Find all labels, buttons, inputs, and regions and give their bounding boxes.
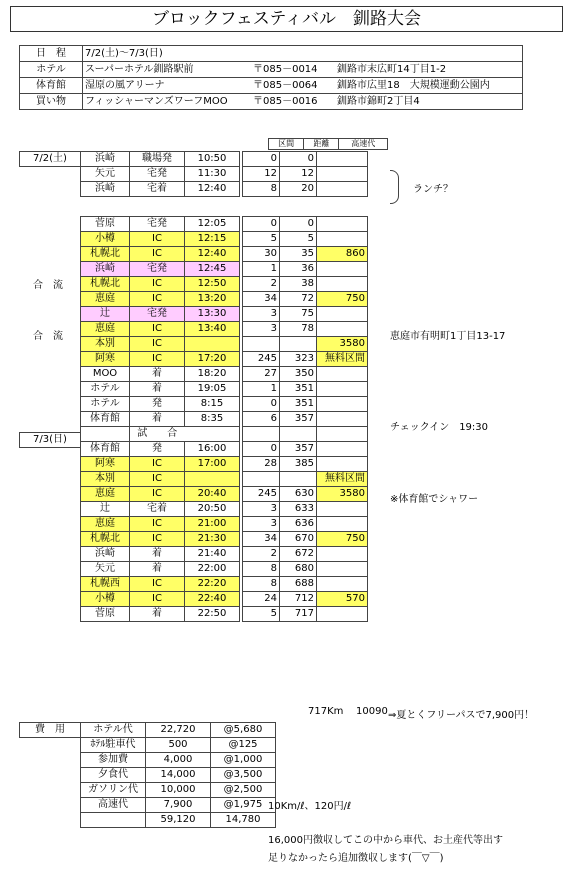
place-cell: 恵庭 xyxy=(81,517,130,532)
distance-cell: 717 xyxy=(280,607,317,622)
toll-cell xyxy=(317,152,368,167)
section-cell: 0 xyxy=(243,442,280,457)
toll-cell: 750 xyxy=(317,292,368,307)
section-cell: 245 xyxy=(243,352,280,367)
table-row xyxy=(81,442,368,457)
table-row xyxy=(81,322,368,337)
distance-cell: 385 xyxy=(280,457,317,472)
action-cell: IC xyxy=(130,517,185,532)
cost-amount: 4,000 xyxy=(146,753,211,768)
action-cell: IC xyxy=(130,532,185,547)
info-row xyxy=(20,94,523,110)
distance-cell: 357 xyxy=(280,412,317,427)
toll-cell xyxy=(317,517,368,532)
table-row xyxy=(81,517,368,532)
info-value-text: フィッシャーマンズワーフMOO xyxy=(85,96,228,107)
action-cell: 職場発 xyxy=(130,152,185,167)
cost-per-person: @1,975 xyxy=(211,798,276,813)
action-cell: 着 xyxy=(130,367,185,382)
toll-cell xyxy=(317,562,368,577)
table-row xyxy=(81,412,368,427)
place-cell: 札幌北 xyxy=(81,532,130,547)
toll-cell xyxy=(317,307,368,322)
time-cell: 17:20 xyxy=(185,352,240,367)
toll-cell xyxy=(317,277,368,292)
section-cell: 27 xyxy=(243,367,280,382)
info-value xyxy=(83,94,523,110)
toll-cell xyxy=(317,442,368,457)
table-row xyxy=(81,367,368,382)
info-value xyxy=(83,62,523,78)
time-cell: 12:05 xyxy=(185,217,240,232)
action-cell: 宅発 xyxy=(130,262,185,277)
action-cell: 発 xyxy=(130,442,185,457)
time-cell: 12:40 xyxy=(185,247,240,262)
distance-cell: 0 xyxy=(280,217,317,232)
action-cell: 宅着 xyxy=(130,182,185,197)
cost-amount: 10,000 xyxy=(146,783,211,798)
table-row xyxy=(81,502,368,517)
cost-amount: 14,000 xyxy=(146,768,211,783)
info-value xyxy=(83,78,523,94)
distance-cell: 36 xyxy=(280,262,317,277)
table-row xyxy=(81,182,368,197)
action-cell: IC xyxy=(130,277,185,292)
distance-cell: 12 xyxy=(280,167,317,182)
place-cell: 矢元 xyxy=(81,167,130,182)
table-row xyxy=(81,577,368,592)
cost-amount: 22,720 xyxy=(146,723,211,738)
distance-cell: 680 xyxy=(280,562,317,577)
cost-row xyxy=(81,738,276,753)
cost-row xyxy=(81,783,276,798)
time-cell: 21:00 xyxy=(185,517,240,532)
place-cell: 浜崎 xyxy=(81,262,130,277)
total-toll: 10090 xyxy=(356,706,388,717)
info-value xyxy=(83,46,523,62)
table-row xyxy=(81,292,368,307)
action-cell: IC xyxy=(130,292,185,307)
section-cell: 2 xyxy=(243,547,280,562)
section-cell: 0 xyxy=(243,397,280,412)
toll-cell xyxy=(317,217,368,232)
time-cell: 12:40 xyxy=(185,182,240,197)
action-cell: IC xyxy=(130,247,185,262)
column-header xyxy=(268,138,388,150)
place-cell: 本別 xyxy=(81,337,130,352)
place-cell: 本別 xyxy=(81,472,130,487)
fuel-note: 10Km/ℓ、120円/ℓ xyxy=(268,801,352,812)
time-cell: 12:15 xyxy=(185,232,240,247)
merge-label: 合 流 xyxy=(33,280,63,291)
address-note: 恵庭市有明町1丁目13-17 xyxy=(390,331,506,342)
table-row xyxy=(81,352,368,367)
collect-note: 16,000円徴収してこの中から車代、お土産代等出す xyxy=(268,835,503,846)
match-cell: 試 合 xyxy=(130,427,185,442)
section-cell: 8 xyxy=(243,577,280,592)
total-distance: 717Km xyxy=(308,706,344,717)
cost-row xyxy=(81,723,276,738)
shower-note: ※体育館でシャワー xyxy=(390,494,479,505)
section-cell xyxy=(243,427,280,442)
section-cell: 0 xyxy=(243,217,280,232)
time-cell: 22:00 xyxy=(185,562,240,577)
time-cell: 21:30 xyxy=(185,532,240,547)
distance-cell: 35 xyxy=(280,247,317,262)
distance-cell xyxy=(280,337,317,352)
action-cell: 宅発 xyxy=(130,307,185,322)
toll-cell: 無料区間 xyxy=(317,352,368,367)
time-cell: 8:15 xyxy=(185,397,240,412)
distance-cell: 38 xyxy=(280,277,317,292)
section-cell: 34 xyxy=(243,532,280,547)
merge-label: 合 流 xyxy=(33,331,63,342)
toll-cell xyxy=(317,577,368,592)
place-cell: 辻 xyxy=(81,502,130,517)
time-cell: 19:05 xyxy=(185,382,240,397)
section-cell: 24 xyxy=(243,592,280,607)
info-postcode: 〒085－0016 xyxy=(253,96,318,107)
date-label-day2: 7/3(日) xyxy=(19,432,81,448)
place-cell: 札幌西 xyxy=(81,577,130,592)
section-cell: 3 xyxy=(243,517,280,532)
place-cell: ホテル xyxy=(81,397,130,412)
table-row xyxy=(81,382,368,397)
place-cell: 阿寒 xyxy=(81,457,130,472)
toll-cell xyxy=(317,607,368,622)
toll-cell: 750 xyxy=(317,532,368,547)
distance-cell: 20 xyxy=(280,182,317,197)
action-cell: IC xyxy=(130,592,185,607)
info-value-text: 7/2(土)～7/3(日) xyxy=(85,48,163,59)
action-cell: 着 xyxy=(130,547,185,562)
action-cell: IC xyxy=(130,487,185,502)
toll-cell xyxy=(317,412,368,427)
cost-amount: 59,120 xyxy=(146,813,211,828)
col-header-distance: 距離 xyxy=(304,139,339,150)
section-cell: 3 xyxy=(243,307,280,322)
table-row xyxy=(81,397,368,412)
section-cell: 0 xyxy=(243,152,280,167)
table-row xyxy=(81,247,368,262)
info-key: 日 程 xyxy=(20,46,83,62)
place-cell: MOO xyxy=(81,367,130,382)
table-row xyxy=(81,547,368,562)
info-row xyxy=(20,46,523,62)
cost-row xyxy=(81,813,276,828)
place-cell xyxy=(81,427,130,442)
time-cell: 13:40 xyxy=(185,322,240,337)
time-cell: 11:30 xyxy=(185,167,240,182)
col-header-toll: 高速代 xyxy=(339,139,388,150)
cost-per-person: @1,000 xyxy=(211,753,276,768)
table-row xyxy=(81,472,368,487)
place-cell: 恵庭 xyxy=(81,292,130,307)
place-cell: 矢元 xyxy=(81,562,130,577)
place-cell: 恵庭 xyxy=(81,487,130,502)
time-cell: 13:20 xyxy=(185,292,240,307)
time-cell: 21:40 xyxy=(185,547,240,562)
place-cell: 辻 xyxy=(81,307,130,322)
route-table xyxy=(80,216,368,622)
toll-cell xyxy=(317,232,368,247)
info-value-text: スーパーホテル釧路駅前 xyxy=(85,64,194,75)
distance-cell: 636 xyxy=(280,517,317,532)
section-cell: 6 xyxy=(243,412,280,427)
action-cell: IC xyxy=(130,577,185,592)
lunch-note: ランチ？ xyxy=(413,184,453,195)
place-cell: 札幌北 xyxy=(81,277,130,292)
section-cell: 1 xyxy=(243,382,280,397)
toll-cell: 860 xyxy=(317,247,368,262)
place-cell: 札幌北 xyxy=(81,247,130,262)
cost-amount: 500 xyxy=(146,738,211,753)
date-label-day1: 7/2(土) xyxy=(19,151,81,167)
action-cell: 着 xyxy=(130,382,185,397)
toll-cell xyxy=(317,367,368,382)
info-value-text: 湿原の風アリーナ xyxy=(85,80,165,91)
time-cell: 12:50 xyxy=(185,277,240,292)
cost-per-person: @125 xyxy=(211,738,276,753)
table-row xyxy=(81,487,368,502)
cost-per-person: @2,500 xyxy=(211,783,276,798)
time-cell: 10:50 xyxy=(185,152,240,167)
time-cell: 22:20 xyxy=(185,577,240,592)
action-cell: 着 xyxy=(130,607,185,622)
toll-cell xyxy=(317,322,368,337)
time-cell: 22:40 xyxy=(185,592,240,607)
info-row xyxy=(20,78,523,94)
cost-row xyxy=(81,768,276,783)
cost-per-person: 14,780 xyxy=(211,813,276,828)
section-cell: 28 xyxy=(243,457,280,472)
table-row xyxy=(81,232,368,247)
toll-cell: 570 xyxy=(317,592,368,607)
cost-amount: 7,900 xyxy=(146,798,211,813)
action-cell: IC xyxy=(130,322,185,337)
col-header-section: 区間 xyxy=(269,139,304,150)
time-cell xyxy=(185,472,240,487)
table-row xyxy=(81,607,368,622)
day1-table xyxy=(80,151,368,197)
section-cell: 3 xyxy=(243,502,280,517)
time-cell: 18:20 xyxy=(185,367,240,382)
cost-row xyxy=(81,753,276,768)
place-cell: 菅原 xyxy=(81,607,130,622)
action-cell: IC xyxy=(130,457,185,472)
table-row xyxy=(81,152,368,167)
distance-cell: 712 xyxy=(280,592,317,607)
action-cell: IC xyxy=(130,232,185,247)
section-cell xyxy=(243,337,280,352)
cost-item: 参加費 xyxy=(81,753,146,768)
cost-per-person: @5,680 xyxy=(211,723,276,738)
table-row xyxy=(81,457,368,472)
place-cell: 阿寒 xyxy=(81,352,130,367)
toll-cell: 3580 xyxy=(317,337,368,352)
bracket-icon xyxy=(390,170,399,204)
info-address: 釧路市錦町2丁目4 xyxy=(337,96,420,107)
distance-cell: 672 xyxy=(280,547,317,562)
distance-cell: 75 xyxy=(280,307,317,322)
toll-cell: 無料区間 xyxy=(317,472,368,487)
distance-cell xyxy=(280,472,317,487)
place-cell: 恵庭 xyxy=(81,322,130,337)
place-cell: ホテル xyxy=(81,382,130,397)
info-address: 釧路市広里18 大規模運動公園内 xyxy=(337,80,490,91)
distance-cell: 633 xyxy=(280,502,317,517)
distance-cell: 351 xyxy=(280,382,317,397)
toll-cell xyxy=(317,382,368,397)
place-cell: 浜崎 xyxy=(81,152,130,167)
toll-cell xyxy=(317,182,368,197)
table-row xyxy=(81,337,368,352)
section-cell: 3 xyxy=(243,322,280,337)
time-cell xyxy=(185,337,240,352)
info-row xyxy=(20,62,523,78)
place-cell: 体育館 xyxy=(81,412,130,427)
action-cell: IC xyxy=(130,352,185,367)
table-row xyxy=(81,262,368,277)
action-cell: 宅発 xyxy=(130,167,185,182)
cost-row xyxy=(81,798,276,813)
place-cell: 小樽 xyxy=(81,592,130,607)
place-cell: 菅原 xyxy=(81,217,130,232)
action-cell: 着 xyxy=(130,562,185,577)
distance-cell: 78 xyxy=(280,322,317,337)
time-cell: 16:00 xyxy=(185,442,240,457)
section-cell: 2 xyxy=(243,277,280,292)
section-cell: 5 xyxy=(243,607,280,622)
time-cell xyxy=(185,427,240,442)
table-row xyxy=(81,427,368,442)
section-cell: 1 xyxy=(243,262,280,277)
section-cell: 8 xyxy=(243,562,280,577)
distance-cell: 323 xyxy=(280,352,317,367)
info-key: ホテル xyxy=(20,62,83,78)
section-cell: 12 xyxy=(243,167,280,182)
distance-cell: 688 xyxy=(280,577,317,592)
cost-item: 夕食代 xyxy=(81,768,146,783)
info-postcode: 〒085－0014 xyxy=(253,64,318,75)
distance-cell: 350 xyxy=(280,367,317,382)
section-cell xyxy=(243,472,280,487)
toll-cell xyxy=(317,262,368,277)
section-cell: 34 xyxy=(243,292,280,307)
distance-cell: 670 xyxy=(280,532,317,547)
cost-item: ガソリン代 xyxy=(81,783,146,798)
place-cell: 小樽 xyxy=(81,232,130,247)
total-note: ⇒夏とくフリーパスで7,900円！ xyxy=(388,710,535,721)
place-cell: 体育館 xyxy=(81,442,130,457)
time-cell: 22:50 xyxy=(185,607,240,622)
info-key: 体育館 xyxy=(20,78,83,94)
distance-cell: 72 xyxy=(280,292,317,307)
action-cell: 宅発 xyxy=(130,217,185,232)
table-row xyxy=(81,532,368,547)
section-cell: 5 xyxy=(243,232,280,247)
time-cell: 20:50 xyxy=(185,502,240,517)
table-row xyxy=(81,217,368,232)
cost-per-person: @3,500 xyxy=(211,768,276,783)
costs-label: 費 用 xyxy=(19,722,81,738)
info-key: 買い物 xyxy=(20,94,83,110)
info-table xyxy=(19,45,523,110)
distance-cell: 630 xyxy=(280,487,317,502)
toll-cell xyxy=(317,457,368,472)
checkin-note: チェックイン 19:30 xyxy=(390,422,489,433)
costs-table xyxy=(80,722,276,828)
action-cell: 宅着 xyxy=(130,502,185,517)
toll-cell xyxy=(317,167,368,182)
section-cell: 8 xyxy=(243,182,280,197)
time-cell: 8:35 xyxy=(185,412,240,427)
table-row xyxy=(81,307,368,322)
action-cell: 発 xyxy=(130,397,185,412)
place-cell: 浜崎 xyxy=(81,182,130,197)
toll-cell xyxy=(317,502,368,517)
cost-item xyxy=(81,813,146,828)
time-cell: 12:45 xyxy=(185,262,240,277)
place-cell: 浜崎 xyxy=(81,547,130,562)
info-postcode: 〒085－0064 xyxy=(253,80,318,91)
table-row xyxy=(81,277,368,292)
toll-cell: 3580 xyxy=(317,487,368,502)
distance-cell: 357 xyxy=(280,442,317,457)
table-row xyxy=(81,592,368,607)
action-cell: IC xyxy=(130,472,185,487)
distance-cell xyxy=(280,427,317,442)
time-cell: 20:40 xyxy=(185,487,240,502)
cost-item: 高速代 xyxy=(81,798,146,813)
action-cell: IC xyxy=(130,337,185,352)
distance-cell: 5 xyxy=(280,232,317,247)
section-cell: 245 xyxy=(243,487,280,502)
toll-cell xyxy=(317,547,368,562)
toll-cell xyxy=(317,397,368,412)
cost-item: ホテル代 xyxy=(81,723,146,738)
distance-cell: 0 xyxy=(280,152,317,167)
time-cell: 17:00 xyxy=(185,457,240,472)
toll-cell xyxy=(317,427,368,442)
section-cell: 30 xyxy=(243,247,280,262)
time-cell: 13:30 xyxy=(185,307,240,322)
page-title: ブロックフェスティバル 釧路大会 xyxy=(10,6,563,32)
cost-item: ﾎﾃﾙ駐車代 xyxy=(81,738,146,753)
action-cell: 着 xyxy=(130,412,185,427)
info-address: 釧路市末広町14丁目1-2 xyxy=(337,64,447,75)
distance-cell: 351 xyxy=(280,397,317,412)
collect-note-2: 足りなかったら追加徴収します(￣▽￣) xyxy=(268,853,444,864)
table-row xyxy=(81,167,368,182)
table-row xyxy=(81,562,368,577)
